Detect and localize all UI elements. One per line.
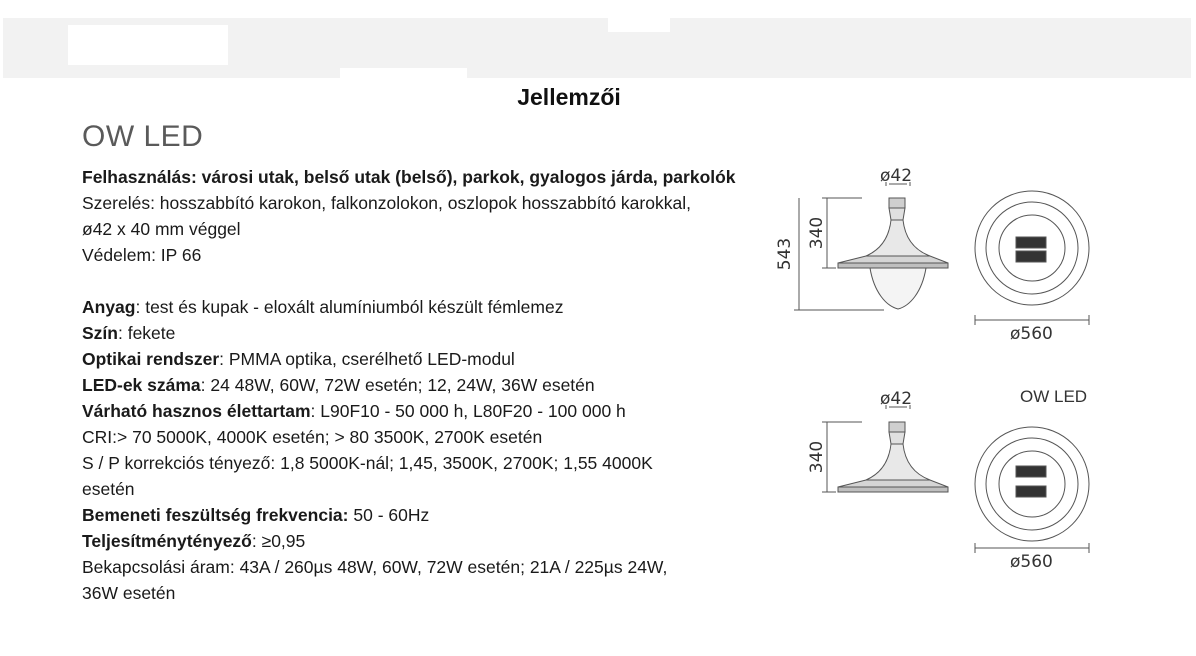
spec-sp-2: esetén: [82, 479, 135, 499]
spec-leds-value: : 24 48W, 60W, 72W esetén; 12, 24W, 36W esetén: [200, 375, 595, 395]
spec-power-factor-label: Teljesítménytényező: [82, 531, 252, 551]
spec-lifetime-value: : L90F10 - 50 000 h, L80F20 - 100 000 h: [310, 401, 626, 421]
spec-leds-label: LED-ek száma: [82, 375, 201, 395]
spec-frequency-label: Bemeneti feszültség frekvencia:: [82, 505, 349, 525]
dim-bottom-diameter-42: ø42: [880, 389, 913, 409]
dim-bottom-height-340: 340: [807, 440, 827, 474]
spec-material-label: Anyag: [82, 297, 136, 317]
spec-cri: CRI:> 70 5000K, 4000K esetén; > 80 3500K, 2700K esetén: [82, 427, 543, 447]
product-name: OW LED: [82, 120, 204, 153]
spec-sp-1: S / P korrekciós tényező: 1,8 5000K-nál; 1,45, 3500K, 2700K; 1,55 4000K: [82, 453, 653, 473]
dim-top-diameter-42: ø42: [880, 166, 913, 186]
spec-lifetime-label: Várható hasznos élettartam: [82, 401, 311, 421]
spec-inrush-1: Bekapcsolási áram: 43A / 260µs 48W, 60W, 72W esetén; 21A / 225µs 24W,: [82, 557, 668, 577]
spec-mounting-2: ø42 x 40 mm véggel: [82, 219, 241, 239]
drawing-product-label: OW LED: [1020, 387, 1088, 406]
dim-top-height-543: 543: [775, 237, 795, 271]
spec-usage-text: Felhasználás: városi utak, belső utak (belső), parkok, gyalogos járda, parkolók: [82, 167, 736, 187]
spec-color-label: Szín: [82, 323, 118, 343]
spec-optics-value: : PMMA optika, cserélhető LED-modul: [219, 349, 515, 369]
spec-optics-label: Optikai rendszer: [82, 349, 220, 369]
spec-power-factor-value: : ≥0,95: [251, 531, 306, 551]
spec-mounting-1: Szerelés: hosszabbító karokon, falkonzolokon, oszlopok hosszabbító karokkal,: [82, 193, 691, 213]
luminaire-plan-view-top: [975, 191, 1089, 325]
page-title: Jellemzői: [517, 84, 621, 110]
dim-bottom-diameter-560: ø560: [1010, 552, 1053, 572]
spec-protection: Védelem: IP 66: [82, 245, 202, 265]
dim-top-diameter-560: ø560: [1010, 324, 1053, 344]
spec-color-value: : fekete: [117, 323, 176, 343]
spec-material-value: : test és kupak - eloxált alumíniumból készült fémlemez: [135, 297, 564, 317]
spec-frequency-value: 50 - 60Hz: [348, 505, 430, 525]
luminaire-side-view-bottom: [822, 405, 948, 492]
luminaire-plan-view-bottom: [975, 427, 1089, 553]
spec-inrush-2: 36W esetén: [82, 583, 176, 603]
dim-top-height-340: 340: [807, 216, 827, 250]
